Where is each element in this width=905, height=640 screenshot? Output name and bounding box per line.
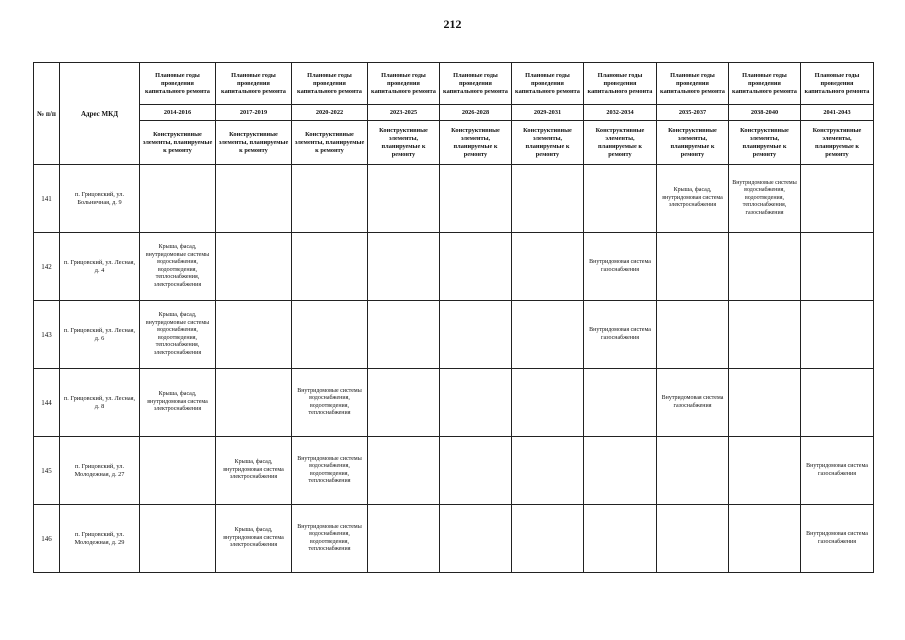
table-cell <box>140 437 216 505</box>
table-cell: Крыша, фасад, внутридомовая система электроснабжения <box>657 165 729 233</box>
period-header: 2041-2043 <box>801 105 874 121</box>
elements-header: Конструктивные элементы, планируемые к ремонту <box>729 121 801 165</box>
table-cell: Внутридомовые системы водоснабжения, водоотведения, теплоснабжения <box>292 437 368 505</box>
row-number: 142 <box>34 233 60 301</box>
table-cell: Крыша, фасад, внутридомовая система электроснабжения <box>216 505 292 573</box>
table-cell <box>216 369 292 437</box>
table-cell <box>729 505 801 573</box>
row-address: п. Грицовский, ул. Больничная, д. 9 <box>60 165 140 233</box>
column-header-years: Плановые годы проведения капитального ремонта <box>657 63 729 105</box>
table-cell <box>368 233 440 301</box>
table-cell: Крыша, фасад, внутридомовые системы водоснабжения, водоотведения, теплоснабжения, электроснабжения <box>140 301 216 369</box>
row-address: п. Грицовский, ул. Лесная, д. 8 <box>60 369 140 437</box>
table-cell <box>368 505 440 573</box>
table-header <box>34 63 874 165</box>
column-header-years: Плановые годы проведения капитального ремонта <box>801 63 874 105</box>
elements-header: Конструктивные элементы, планируемые к ремонту <box>440 121 512 165</box>
elements-header: Конструктивные элементы, планируемые к ремонту <box>801 121 874 165</box>
table-cell <box>729 233 801 301</box>
table-cell: Крыша, фасад, внутридомовая система электроснабжения <box>140 369 216 437</box>
period-header: 2029-2031 <box>512 105 584 121</box>
table-cell <box>440 233 512 301</box>
table-cell <box>801 233 874 301</box>
period-header: 2038-2040 <box>729 105 801 121</box>
column-header-years: Плановые годы проведения капитального ремонта <box>368 63 440 105</box>
page-number: 212 <box>443 17 462 31</box>
column-header-years: Плановые годы проведения капитального ремонта <box>292 63 368 105</box>
row-address: п. Грицовский, ул. Лесная, д. 6 <box>60 301 140 369</box>
table-cell: Внутридомовые системы водоснабжения, водоотведения, теплоснабжения <box>292 369 368 437</box>
table-row <box>34 437 874 505</box>
row-address: п. Грицовский, ул. Молодежная, д. 29 <box>60 505 140 573</box>
row-number: 145 <box>34 437 60 505</box>
capital-repair-table <box>33 62 874 573</box>
table-cell <box>512 437 584 505</box>
table-cell: Внутридомовые системы водоснабжения, водоотведения, теплоснабжения <box>292 505 368 573</box>
table-cell <box>368 369 440 437</box>
table-cell <box>801 369 874 437</box>
table-cell <box>512 369 584 437</box>
table-cell <box>584 165 657 233</box>
row-number: 144 <box>34 369 60 437</box>
table-cell: Внутридомовая система газоснабжения <box>584 233 657 301</box>
elements-header: Конструктивные элементы, планируемые к ремонту <box>657 121 729 165</box>
column-header-address: Адрес МКД <box>60 63 140 165</box>
column-header-years: Плановые годы проведения капитального ремонта <box>729 63 801 105</box>
table-cell: Внутридомовая система газоснабжения <box>801 505 874 573</box>
table-cell <box>216 165 292 233</box>
elements-header: Конструктивные элементы, планируемые к ремонту <box>292 121 368 165</box>
table-cell <box>512 301 584 369</box>
table-cell: Крыша, фасад, внутридомовая система электроснабжения <box>216 437 292 505</box>
table-body <box>34 165 874 573</box>
table-cell <box>368 437 440 505</box>
table-row <box>34 369 874 437</box>
row-number: 143 <box>34 301 60 369</box>
period-header: 2014-2016 <box>140 105 216 121</box>
table-cell <box>292 165 368 233</box>
table-cell <box>140 165 216 233</box>
table-cell <box>512 505 584 573</box>
table-cell <box>440 301 512 369</box>
table-cell <box>512 233 584 301</box>
table-cell <box>292 301 368 369</box>
table-cell: Внутридомовая система газоснабжения <box>584 301 657 369</box>
elements-header: Конструктивные элементы, планируемые к ремонту <box>216 121 292 165</box>
table-cell <box>729 301 801 369</box>
row-address: п. Грицовский, ул. Молодежная, д. 27 <box>60 437 140 505</box>
column-header-number: № п/п <box>34 63 60 165</box>
row-number: 146 <box>34 505 60 573</box>
column-header-years: Плановые годы проведения капитального ремонта <box>584 63 657 105</box>
table-cell <box>440 437 512 505</box>
table-cell <box>801 165 874 233</box>
table-cell: Внутридомовая система газоснабжения <box>657 369 729 437</box>
table-cell <box>368 301 440 369</box>
table-cell <box>440 165 512 233</box>
table-cell <box>140 505 216 573</box>
table-row <box>34 505 874 573</box>
table-cell <box>657 505 729 573</box>
period-header: 2023-2025 <box>368 105 440 121</box>
table-cell <box>657 233 729 301</box>
period-header: 2026-2028 <box>440 105 512 121</box>
period-header: 2020-2022 <box>292 105 368 121</box>
period-header: 2035-2037 <box>657 105 729 121</box>
elements-header: Конструктивные элементы, планируемые к ремонту <box>512 121 584 165</box>
period-header: 2032-2034 <box>584 105 657 121</box>
table-row <box>34 301 874 369</box>
elements-header: Конструктивные элементы, планируемые к ремонту <box>368 121 440 165</box>
elements-header: Конструктивные элементы, планируемые к ремонту <box>140 121 216 165</box>
table-cell <box>657 301 729 369</box>
table-cell <box>729 369 801 437</box>
table-cell <box>440 369 512 437</box>
column-header-years: Плановые годы проведения капитального ремонта <box>140 63 216 105</box>
table-cell: Крыша, фасад, внутридомовые системы водоснабжения, водоотведения, теплоснабжения, электроснабжения <box>140 233 216 301</box>
table-cell: Внутридомовая система газоснабжения <box>801 437 874 505</box>
table-cell <box>216 233 292 301</box>
column-header-years: Плановые годы проведения капитального ремонта <box>512 63 584 105</box>
table-cell <box>584 437 657 505</box>
table-cell: Внутридомовые системы водоснабжения, водоотведения, теплоснабжения, газоснабжения <box>729 165 801 233</box>
table-cell <box>801 301 874 369</box>
table-cell <box>512 165 584 233</box>
column-header-years: Плановые годы проведения капитального ремонта <box>216 63 292 105</box>
table-cell <box>584 369 657 437</box>
table-cell <box>216 301 292 369</box>
period-header: 2017-2019 <box>216 105 292 121</box>
table-cell <box>584 505 657 573</box>
column-header-years: Плановые годы проведения капитального ремонта <box>440 63 512 105</box>
table-cell <box>657 437 729 505</box>
elements-header: Конструктивные элементы, планируемые к ремонту <box>584 121 657 165</box>
table-cell <box>292 233 368 301</box>
table-row <box>34 233 874 301</box>
row-number: 141 <box>34 165 60 233</box>
table-cell <box>729 437 801 505</box>
row-address: п. Грицовский, ул. Лесная, д. 4 <box>60 233 140 301</box>
table-row <box>34 165 874 233</box>
table-cell <box>440 505 512 573</box>
table-cell <box>368 165 440 233</box>
